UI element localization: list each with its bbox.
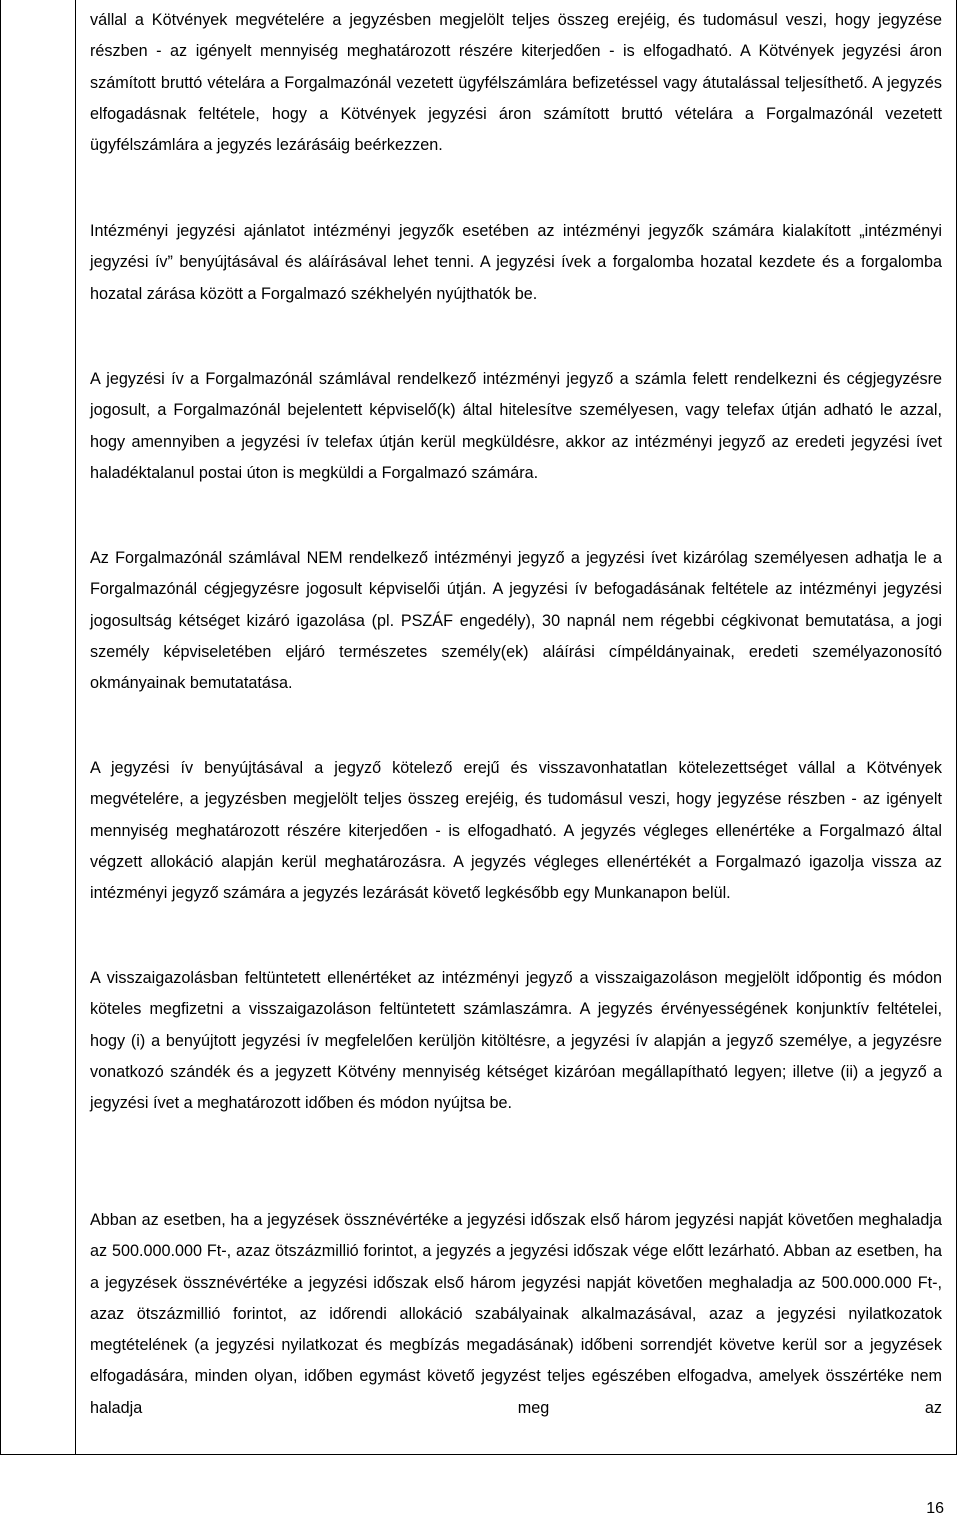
paragraph-7: Abban az esetben, ha a jegyzések össznévértéke a jegyzési időszak első három jegyzési napját követően meghaladja az 500.000.000 Ft-, azaz ötszázmillió forintot, a jegyzés a jegyzési időszak vége előtt lezárható. Abban az esetben, ha a jegyzések össznévértéke a jegyzési időszak első három jegyzési napját követően meghaladja az 500.000.000 Ft-, azaz ötszázmillió forintot, az időrendi allokáció szabályainak alkalmazásával, azaz a jegyzési nyilatkozatok megtételének (a jegyzési nyilatkozat és megbízás megadásának) időbeni sorrendjét követve kerül sor a jegyzések elfogadására, minden olyan, időben egymást követő jegyzést teljes egészében elfogadva, amelyek összértéke nem haladja meg az [90,1211,942,1417]
paragraph-3: A jegyzési ív a Forgalmazónál számlával rendelkező intézményi jegyző a számla felett rendelkezni és cégjegyzésre jogosult, a Forgalmazónál bejelentett képviselő(k) által hitelesítve személyesen, vagy telefax útján adható le azzal, hogy amennyiben a jegyzési ív telefax útján kerül megküldésre, akkor az intézményi jegyző az eredeti jegyzési ívet haladéktalanul postai úton is megküldi a Forgalmazó számára. [90,370,942,482]
paragraph-1: vállal a Kötvények megvételére a jegyzésben megjelölt teljes összeg erejéig, és tudomásul veszi, hogy jegyzése részben - az igényelt mennyiség meghatározott részére kiterjedően - is elfogadható. A Kötvények jegyzési áron számított bruttó vételára a Forgalmazónál vezetett ügyfélszámlára befizetéssel vagy átutalással teljesíthető. A jegyzés elfogadásnak feltétele, hogy a Kötvények jegyzési áron számított bruttó vételára a Forgalmazónál vezetett ügyfélszámlára a jegyzés lezárásáig beérkezzen. [90,11,942,155]
content-column [77,0,956,1454]
paragraph-2: Intézményi jegyzési ajánlatot intézményi jegyzők esetében az intézményi jegyzők számára kialakított „intézményi jegyzési ív” benyújtásával és aláírásával lehet tenni. A jegyzési ívek a forgalomba hozatal kezdete és a forgalomba hozatal zárása között a Forgalmazó székhelyén nyújthatók be. [90,222,942,303]
paragraph-4: Az Forgalmazónál számlával NEM rendelkező intézményi jegyző a jegyzési ívet kizárólag személyesen adhatja le a Forgalmazónál cégjegyzésre jogosult képviselői útján. A jegyzési ív befogadásának feltétele az intézményi jegyzési jogosultság kétséget kizáró igazolása (pl. PSZÁF engedély), 30 napnál nem régebbi cégkivonat bemutatása, a jogi személy képviseletében eljáró természetes személy(ek) aláírási címpéldányainak, eredeti személyazonosító okmányainak bemutatatása. [90,549,942,693]
paragraph-5: A jegyzési ív benyújtásával a jegyző kötelező erejű és visszavonhatatlan kötelezettséget vállal a Kötvények megvételére, a jegyzésben megjelölt teljes összeg erejéig, és tudomásul veszi, hogy jegyzése részben - az igényelt mennyiség meghatározott részére kiterjedően - is elfogadható. A jegyzés végleges ellenértéke a Forgalmazó által végzett allokáció alapján kerül meghatározásra. A jegyzés végleges ellenértékét a Forgalmazó igazolja vissza az intézményi jegyző számára a jegyzés lezárását követő legkésőbb egy Munkanapon belül. [90,759,942,903]
page-number: 16 [926,1500,944,1517]
paragraph-6: A visszaigazolásban feltüntetett ellenértéket az intézményi jegyző a visszaigazoláson megjelölt időpontig és módon köteles megfizetni a visszaigazoláson feltüntetett számlaszámra. A jegyzés érvényességének konjunktív feltételei, hogy (i) a benyújtott jegyzési ív megfelelően kerüljön kitöltésre, a jegyzési ív alapján a jegyző személye, a jegyzésre vonatkozó szándék és a jegyzett Kötvény mennyiség kétséget kizáróan megállapítható legyen; illetve (ii) a jegyző a jegyzési ívet a meghatározott időben és módon nyújtsa be. [90,969,942,1113]
left-column [1,0,76,1454]
